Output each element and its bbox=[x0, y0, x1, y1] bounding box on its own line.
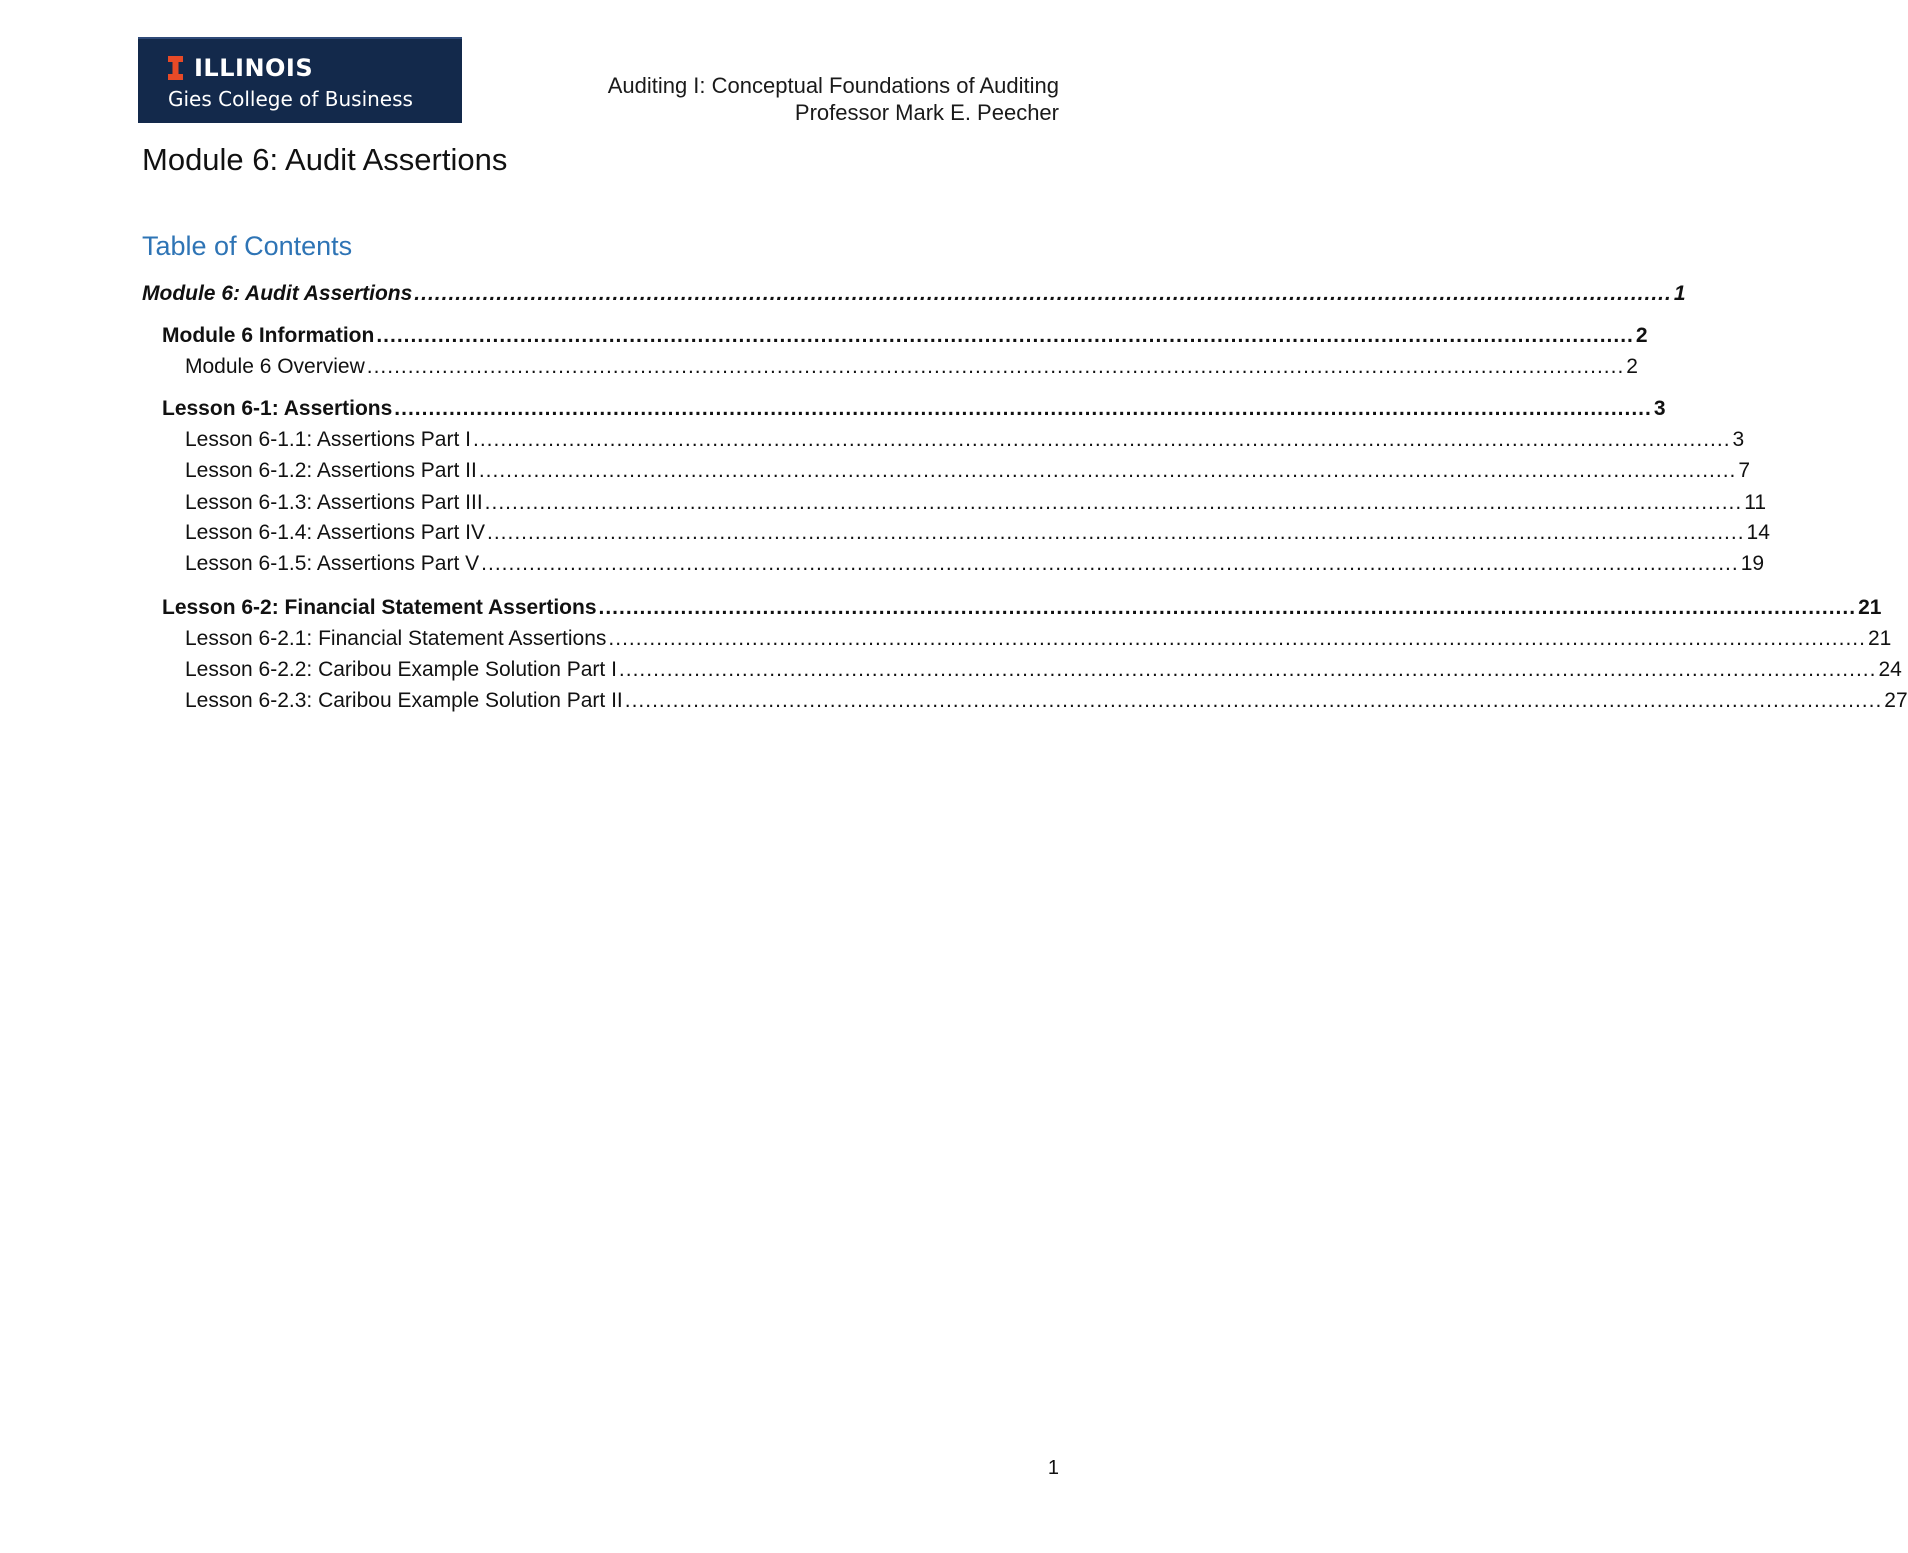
toc-entry-label: Lesson 6-2: Financial Statement Assertions bbox=[162, 596, 597, 619]
toc-entry-label: Lesson 6-1.5: Assertions Part V bbox=[185, 552, 480, 575]
toc-entry-page: 14 bbox=[1746, 521, 1770, 544]
toc-entry-label: Module 6: Audit Assertions bbox=[142, 282, 413, 305]
toc-leader-dots: ........................................................................................................................................................................................ bbox=[608, 627, 1866, 650]
toc-leader-dots: ........................................................................................................................................................................................ bbox=[624, 689, 1883, 712]
toc-leader-dots: ........................................................................................................................................................................................ bbox=[366, 355, 1625, 378]
toc-entry-label: Lesson 6-1.2: Assertions Part II bbox=[185, 459, 477, 482]
toc-entry-lesson-6-2-1[interactable] bbox=[185, 625, 1892, 653]
toc-entry-page: 2 bbox=[1626, 355, 1638, 378]
toc-leader-dots: ........................................................................................................................................................................................ bbox=[487, 521, 1745, 544]
toc-entry-label: Lesson 6-1.4: Assertions Part IV bbox=[185, 521, 485, 544]
page-header bbox=[608, 72, 1059, 126]
toc-entry-lesson-6-1-5[interactable] bbox=[185, 550, 1765, 578]
toc-entry-page: 21 bbox=[1867, 627, 1892, 650]
toc-entry-page: 2 bbox=[1635, 324, 1648, 347]
toc-entry-lesson-6-2-3[interactable] bbox=[185, 687, 1908, 715]
block-i-icon bbox=[168, 56, 183, 80]
toc-leader-dots: ........................................................................................................................................................................................ bbox=[414, 282, 1672, 305]
toc-entry-lesson-6-1-2[interactable] bbox=[185, 457, 1751, 485]
logo-wordmark: ILLINOIS bbox=[194, 54, 314, 82]
toc-entry-module-6-overview[interactable] bbox=[185, 353, 1638, 381]
toc-entry-module-6-information[interactable] bbox=[162, 322, 1648, 350]
toc-entry-module-6[interactable] bbox=[142, 280, 1686, 308]
toc-leader-dots: ........................................................................................................................................................................................ bbox=[484, 491, 1743, 514]
course-title: Auditing I: Conceptual Foundations of Auditing bbox=[607, 73, 1059, 98]
toc-entry-page: 27 bbox=[1884, 689, 1908, 712]
toc-entry-label: Lesson 6-2.3: Caribou Example Solution Part II bbox=[185, 689, 623, 712]
toc-entry-page: 24 bbox=[1878, 658, 1902, 681]
toc-heading: Table of Contents bbox=[142, 231, 353, 261]
toc-leader-dots: ........................................................................................................................................................................................ bbox=[472, 428, 1731, 451]
professor-name: Professor Mark E. Peecher bbox=[794, 100, 1059, 125]
toc-entry-page: 19 bbox=[1740, 552, 1765, 575]
toc-entry-lesson-6-1-4[interactable] bbox=[185, 519, 1770, 547]
toc-entry-page: 11 bbox=[1744, 491, 1767, 514]
illinois-gies-logo bbox=[138, 37, 462, 123]
toc-entry-page: 1 bbox=[1673, 282, 1686, 305]
toc-entry-page: 3 bbox=[1732, 428, 1745, 451]
toc-entry-label: Module 6 Overview bbox=[185, 355, 365, 378]
toc-entry-label: Lesson 6-2.1: Financial Statement Assertions bbox=[185, 627, 607, 650]
toc-entry-lesson-6-1-3[interactable] bbox=[185, 489, 1767, 517]
toc-entry-label: Lesson 6-1.3: Assertions Part III bbox=[185, 491, 483, 514]
toc-entry-label: Lesson 6-1: Assertions bbox=[162, 397, 393, 420]
page-number: 1 bbox=[1047, 1457, 1059, 1479]
toc-entry-label: Lesson 6-2.2: Caribou Example Solution Part I bbox=[185, 658, 617, 681]
toc-entry-label: Module 6 Information bbox=[162, 324, 375, 347]
toc-entry-page: 21 bbox=[1858, 596, 1882, 619]
toc-leader-dots: ........................................................................................................................................................................................ bbox=[598, 596, 1857, 619]
toc-entry-lesson-6-2-2[interactable] bbox=[185, 656, 1902, 684]
toc-leader-dots: ........................................................................................................................................................................................ bbox=[618, 658, 1877, 681]
toc-entry-label: Lesson 6-1.1: Assertions Part I bbox=[185, 428, 471, 451]
toc-leader-dots: ........................................................................................................................................................................................ bbox=[481, 552, 1739, 575]
toc-entry-lesson-6-2[interactable] bbox=[162, 594, 1882, 622]
toc-entry-lesson-6-1-1[interactable] bbox=[185, 426, 1745, 454]
logo-subtitle: Gies College of Business bbox=[168, 87, 413, 111]
toc-entry-page: 3 bbox=[1653, 397, 1666, 420]
toc-leader-dots: ........................................................................................................................................................................................ bbox=[478, 459, 1737, 482]
toc-entry-lesson-6-1[interactable] bbox=[162, 395, 1666, 423]
toc-leader-dots: ........................................................................................................................................................................................ bbox=[376, 324, 1634, 347]
toc-leader-dots: ........................................................................................................................................................................................ bbox=[394, 397, 1652, 420]
document-title: Module 6: Audit Assertions bbox=[142, 142, 508, 177]
toc-entry-page: 7 bbox=[1738, 459, 1751, 482]
